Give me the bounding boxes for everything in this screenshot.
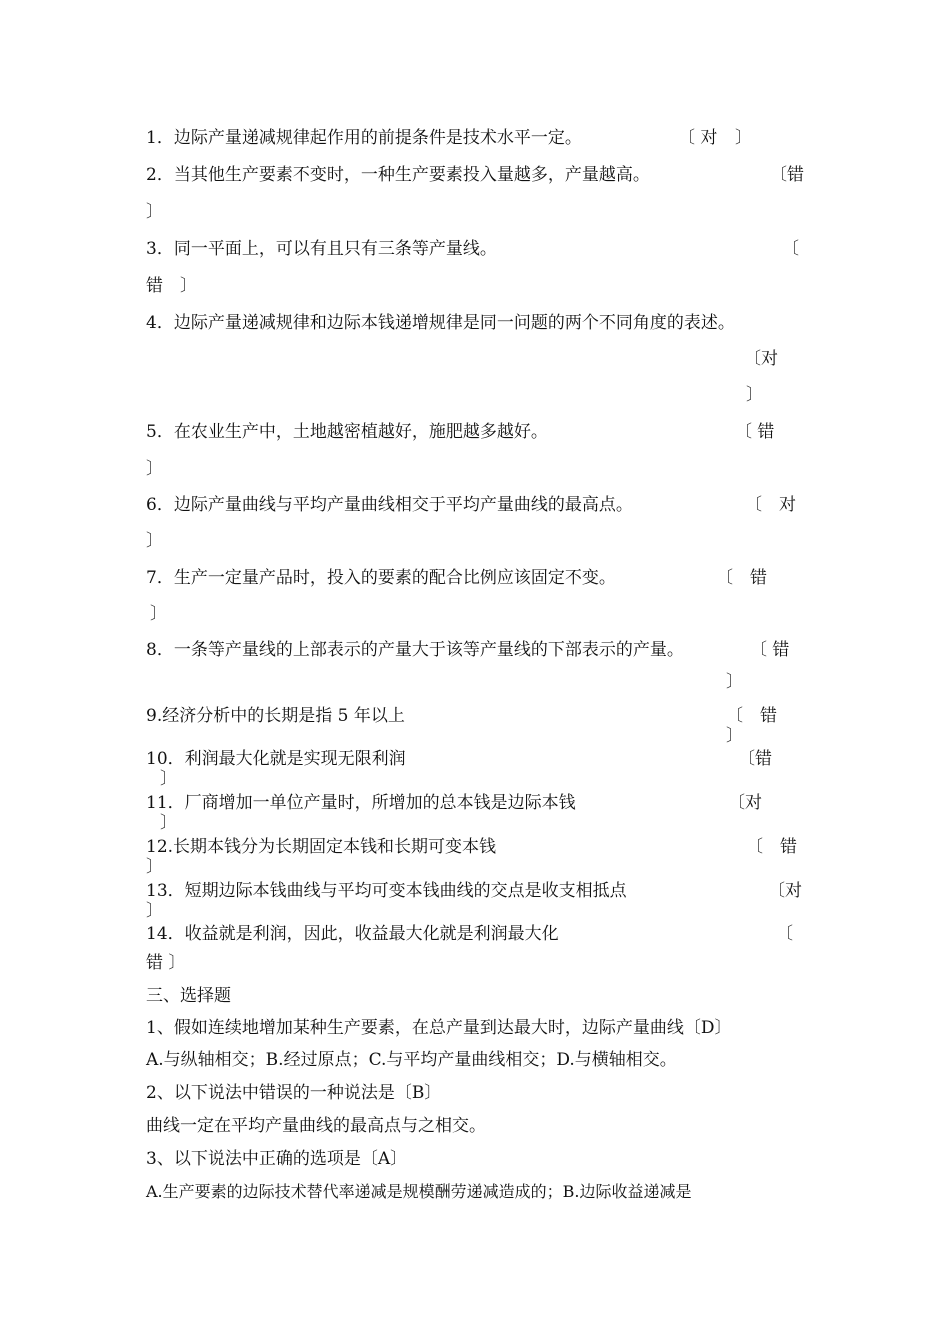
- question-6: 6．边际产量曲线与平均产量曲线相交于平均产量曲线的最高点。: [146, 495, 633, 515]
- answer-open-12: 〔 错: [746, 837, 797, 857]
- answer-open-13: 〔对: [768, 881, 802, 901]
- choice-line-1: 1、假如连续地增加某种生产要素，在总产量到达最大时，边际产量曲线〔D〕: [146, 1018, 732, 1038]
- answer-open-6: 〔 对: [745, 495, 796, 515]
- answer-close-1: 〕: [735, 128, 752, 148]
- answer-open-10: 〔错: [738, 749, 772, 769]
- choice-line-6: A.生产要素的边际技术替代率递减是规模酬劳递减造成的；B.边际收益递减是: [146, 1182, 692, 1201]
- choice-line-3: 2、以下说法中错误的一种说法是〔B〕: [146, 1083, 442, 1103]
- question-5: 5．在农业生产中，土地越密植越好，施肥越多越好。: [146, 422, 548, 442]
- answer-open-3: 〔: [782, 239, 799, 259]
- choice-line-4: 曲线一定在平均产量曲线的最高点与之相交。: [146, 1116, 486, 1136]
- question-7: 7．生产一定量产品时，投入的要素的配合比例应该固定不变。: [146, 568, 616, 588]
- question-8: 8．一条等产量线的上部表示的产量大于该等产量线的下部表示的产量。: [146, 640, 684, 660]
- question-12: 12.长期本钱分为长期固定本钱和长期可变本钱: [146, 837, 497, 857]
- question-3: 3．同一平面上，可以有且只有三条等产量线。: [146, 239, 497, 259]
- answer-open-11: 〔对: [728, 793, 762, 813]
- answer-close-3: 错 〕: [146, 276, 197, 296]
- question-13: 13．短期边际本钱曲线与平均可变本钱曲线的交点是收支相抵点: [146, 881, 627, 901]
- answer-close-8: 〕: [726, 672, 743, 692]
- answer-open-14: 〔: [776, 924, 793, 944]
- answer-close-12: 〕: [146, 857, 163, 877]
- answer-open-1: 〔 对: [678, 128, 718, 148]
- answer-close-14: 错 〕: [146, 953, 186, 973]
- question-2: 2．当其他生产要素不变时，一种生产要素投入量越多，产量越高。: [146, 165, 650, 185]
- answer-close-5: 〕: [146, 459, 163, 479]
- question-11: 11．厂商增加一单位产量时，所增加的总本钱是边际本钱: [146, 793, 576, 813]
- question-9: 9.经济分析中的长期是指 5 年以上: [146, 706, 405, 726]
- answer-close-7: 〕: [150, 604, 167, 624]
- answer-open-7: 〔 错: [716, 568, 767, 588]
- question-14: 14．收益就是利润，因此，收益最大化就是利润最大化: [146, 924, 559, 944]
- question-4: 4．边际产量递减规律和边际本钱递增规律是同一问题的两个不同角度的表述。: [146, 313, 735, 333]
- answer-open-2: 〔错: [770, 165, 804, 185]
- answer-close-10: 〕: [160, 769, 177, 789]
- question-1: 1．边际产量递减规律起作用的前提条件是技术水平一定。: [146, 128, 582, 148]
- answer-close-4: 〕: [746, 385, 763, 405]
- answer-open-8: 〔 错: [750, 640, 790, 660]
- choice-line-2: A.与纵轴相交；B.经过原点；C.与平均产量曲线相交；D.与横轴相交。: [146, 1050, 677, 1070]
- answer-close-2: 〕: [146, 202, 163, 222]
- answer-open-9: 〔 错: [726, 706, 777, 726]
- choice-line-5: 3、以下说法中正确的选项是〔A〕: [146, 1149, 408, 1169]
- answer-open-5: 〔 错: [735, 422, 775, 442]
- answer-close-11: 〕: [160, 813, 177, 833]
- answer-close-9: 〕: [726, 726, 743, 746]
- answer-open-4: 〔对: [744, 349, 778, 369]
- answer-close-6: 〕: [146, 531, 163, 551]
- section-title: 三、选择题: [146, 986, 231, 1006]
- answer-close-13: 〕: [146, 901, 163, 921]
- question-10: 10．利润最大化就是实现无限利润: [146, 749, 406, 769]
